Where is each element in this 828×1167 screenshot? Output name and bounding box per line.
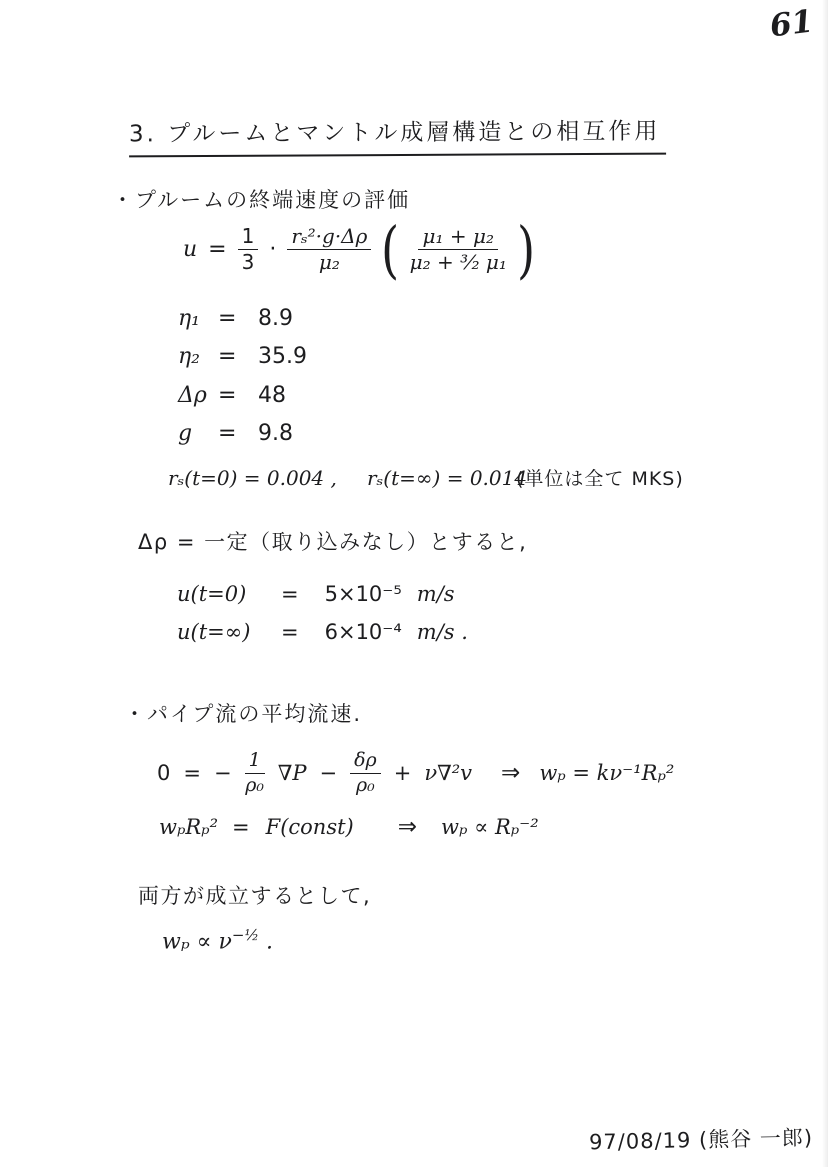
- radius-final: rₛ(t=∞) = 0.014: [367, 466, 528, 490]
- date-author-signature: 97/08/19 (熊谷 一郎): [588, 1125, 814, 1155]
- stokes-denominator: μ₂: [318, 250, 340, 275]
- fraction-denominator: ρ₀: [245, 773, 265, 796]
- fraction-numerator: δρ: [350, 750, 381, 774]
- parameter-symbol: η₁: [178, 306, 200, 331]
- radius-initial: rₛ(t=0) = 0.004 ,: [168, 466, 337, 490]
- pipe-velocity-result: wₚ = kν⁻¹Rₚ²: [539, 761, 675, 786]
- velocity-row-final: [177, 620, 468, 644]
- equals-sign: =: [218, 344, 237, 369]
- page-title: 3. プルームとマントル成層構造との相互作用: [129, 113, 667, 158]
- equals-sign: =: [281, 620, 299, 644]
- parameter-symbol: Δρ: [178, 383, 207, 408]
- scaling-exponent: −½: [231, 926, 259, 944]
- viscosity-ratio-fraction: [410, 225, 507, 274]
- open-paren: (: [381, 213, 400, 286]
- minus-sign: −: [213, 761, 232, 786]
- viscous-term: ν∇²v: [424, 761, 473, 786]
- equals-sign: =: [183, 761, 201, 786]
- velocity-unit: m/s: [416, 582, 455, 606]
- close-paren: ): [516, 213, 536, 286]
- viscosity-ratio-numerator: μ₁ + μ₂: [418, 225, 498, 250]
- both-conditions-note: 両方が成立するとして,: [138, 884, 372, 908]
- parameter-symbol: g: [178, 421, 193, 446]
- implies-arrow: ⇒: [397, 814, 418, 840]
- section-heading-pipe-flow: ・パイプ流の平均流速.: [124, 702, 363, 726]
- equals-sign: =: [232, 815, 250, 839]
- section-heading-terminal-velocity: ・プルームの終端速度の評価: [112, 188, 411, 212]
- terminal-velocity-formula: [183, 213, 536, 286]
- scaling-base: wₚ ∝ ν: [162, 929, 232, 955]
- equals-sign: =: [218, 383, 237, 408]
- units-note: (単位は全て MKS): [516, 468, 684, 490]
- flux-conservation-equation: [159, 814, 539, 840]
- pressure-gradient-term: ∇P: [277, 761, 307, 786]
- momentum-equation: [157, 750, 674, 797]
- viscosity-scaling-relation: [162, 926, 273, 954]
- zero-term: 0: [157, 761, 171, 786]
- constant-density-assumption: Δρ = 一定（取り込みなし）とすると,: [138, 530, 528, 554]
- parameter-value: 48: [258, 383, 286, 408]
- buoyancy-fraction: [350, 750, 381, 797]
- stokes-fraction: [287, 225, 371, 274]
- velocity-lhs: u(t=∞): [177, 620, 251, 644]
- flux-rhs: F(const): [265, 815, 354, 839]
- equals-sign: =: [218, 421, 237, 446]
- velocity-value: 6×10⁻⁴: [324, 620, 402, 644]
- velocity-lhs: u(t=0): [177, 582, 247, 606]
- coefficient-numerator: 1: [238, 225, 259, 250]
- coefficient-denominator: 3: [241, 250, 255, 275]
- implies-arrow: ⇒: [501, 760, 521, 787]
- parameter-row-eta1: [178, 306, 293, 331]
- parameter-row-delta-rho: [178, 383, 286, 408]
- velocity-unit: m/s .: [416, 620, 468, 644]
- parameter-value: 8.9: [258, 306, 293, 331]
- fraction-numerator: 1: [245, 750, 265, 774]
- radius-scaling-relation: wₚ ∝ Rₚ⁻²: [441, 815, 539, 839]
- multiplication-dot: ·: [269, 237, 277, 263]
- page-number: 61: [767, 3, 816, 45]
- stokes-numerator: rₛ²·g·Δρ: [287, 225, 371, 250]
- equals-sign: =: [281, 582, 299, 606]
- fraction-denominator: ρ₀: [356, 773, 375, 796]
- plus-sign: +: [393, 761, 412, 786]
- pressure-gradient-coefficient-fraction: [245, 750, 265, 797]
- minus-sign: −: [319, 761, 338, 786]
- formula-variable-u: u: [183, 237, 198, 263]
- velocity-row-initial: [177, 582, 455, 606]
- parameter-symbol: η₂: [178, 344, 200, 369]
- equals-sign: =: [208, 237, 227, 263]
- parameter-value: 35.9: [258, 344, 307, 369]
- flux-lhs: wₚRₚ²: [159, 815, 219, 839]
- parameter-row-g: [178, 421, 293, 446]
- coefficient-fraction: [238, 225, 259, 274]
- velocity-value: 5×10⁻⁵: [324, 582, 402, 606]
- scaling-period: .: [266, 929, 273, 955]
- plume-radius-line: [168, 464, 684, 491]
- parameter-value: 9.8: [258, 421, 293, 446]
- viscosity-ratio-denominator: μ₂ + ³⁄₂ μ₁: [409, 250, 507, 275]
- parameter-row-eta2: [178, 344, 307, 369]
- equals-sign: =: [218, 306, 237, 331]
